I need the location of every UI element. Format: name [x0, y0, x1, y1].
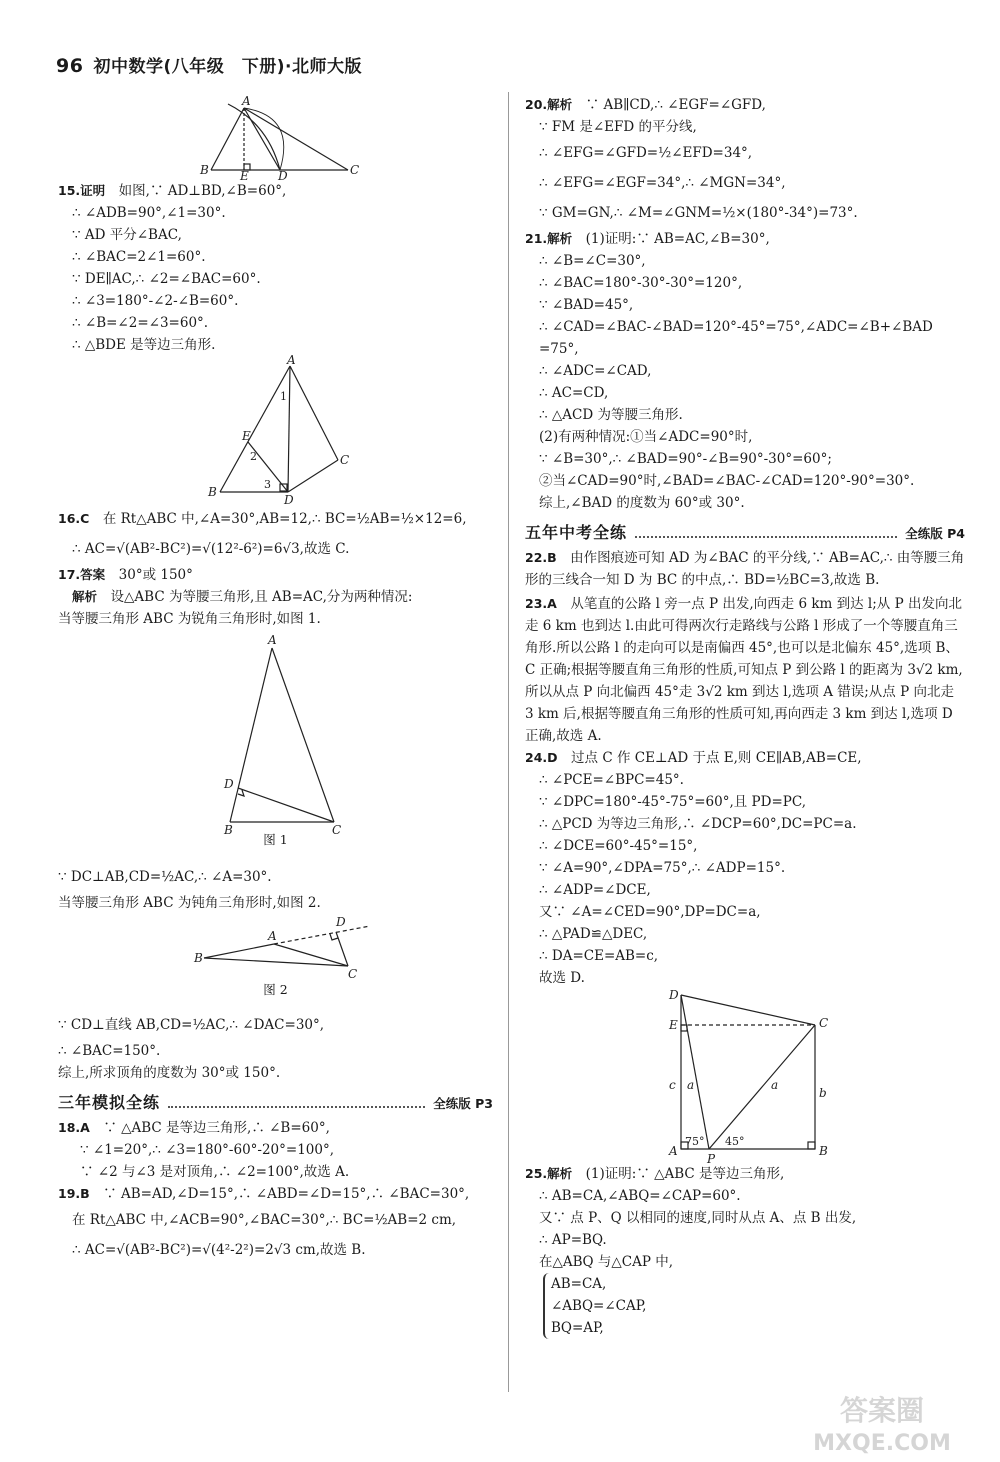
svg-text:A: A [242, 94, 251, 108]
q21-line: ②当∠CAD=90°时,∠BAD=∠BAC-∠CAD=120°-90°=30°. [539, 473, 915, 489]
q17-line: 当等腰三角形 ABC 为锐角三角形时,如图 1. [58, 611, 321, 627]
q16-line: ∴ AC=√(AB²-BC²)=√(12²-6²)=6√3,故选 C. [72, 541, 350, 557]
figure-2-caption: 图 2 [263, 982, 288, 997]
q23: 23.A 从笔直的公路 l 旁一点 P 出发,向西走 6 km 到达 l;从 P 出发向北走 6 km 也到达 l.由此可得两次行走路线与公路 l 形成了一个等腰直角三角形.所以公路 l 的走向可以是南偏西 45°,也可以是北偏东 45°,选项 B、C 正确;根据等腰直角三角形的性质,可知点 P 到公路 l 的距离为 3√2 km,所以从点 P 向北偏西 45°走 3√2 km 到达 l,选项 A 错误;从点 P 向北走 3 km 后,根据等腰直角三角形的性质可知,再向西走 3 km 到达 l,选项 D 正确,故选 A. [525, 596, 963, 744]
svg-text:A: A [268, 633, 277, 647]
q20-line: ∴ ∠EFG=∠EGF=34°,∴ ∠MGN=34°, [539, 175, 786, 191]
svg-text:a: a [771, 1078, 779, 1092]
svg-text:b: b [819, 1086, 827, 1100]
svg-text:答案圈: 答案圈 [839, 1394, 925, 1427]
watermark-logo [782, 1390, 982, 1456]
q21-line: ∴ △ACD 为等腰三角形. [539, 407, 683, 423]
q25-brace [543, 1273, 965, 1339]
svg-text:D: D [278, 169, 288, 183]
q21-line: =75°, [539, 341, 579, 357]
svg-text:P: P [707, 1152, 716, 1166]
figure-top-triangle [58, 94, 493, 183]
q19-line: ∴ AC=√(AB²-BC²)=√(4²-2²)=2√3 cm,故选 B. [72, 1242, 366, 1258]
figure-1 [58, 630, 493, 837]
figure-q24 [525, 988, 965, 1166]
left-column [58, 94, 493, 1265]
q24-line: ∵ ∠DPC=180°-45°-75°=60°,且 PD=PC, [539, 794, 807, 810]
q24-line: ∴ ∠ADP=∠DCE, [539, 882, 651, 898]
q24-line: ∴ △PCD 为等边三角形,∴ ∠DCP=60°,DC=PC=a. [539, 816, 857, 832]
svg-text:C: C [348, 967, 358, 981]
svg-text:A: A [669, 1144, 678, 1158]
section-three-year: 三年模拟全练 全练版 P3 [58, 1093, 493, 1112]
page-number: 96 [56, 55, 84, 77]
q25-line: 25.解析 (1)证明:∵ △ABC 是等边三角形, [525, 1166, 785, 1182]
q21-line: ∵ ∠BAD=45°, [539, 297, 634, 313]
svg-text:B: B [208, 485, 217, 499]
q15-line: ∴ △BDE 是等边三角形. [72, 337, 216, 353]
svg-text:1: 1 [280, 390, 287, 403]
figure-1-caption: 图 1 [263, 832, 288, 847]
q21-line: ∴ ∠BAC=180°-30°-30°=120°, [539, 275, 743, 291]
q24-line: 故选 D. [539, 970, 585, 986]
q19-line: 在 Rt△ABC 中,∠ACB=90°,∠BAC=30°,∴ BC=½AB=2 cm, [72, 1212, 457, 1228]
q24-line: ∴ ∠PCE=∠BPC=45°. [539, 772, 684, 788]
svg-text:a: a [687, 1078, 695, 1092]
svg-text:B: B [224, 823, 233, 837]
svg-text:C: C [332, 823, 342, 837]
q15-line: ∵ DE∥AC,∴ ∠2=∠BAC=60°. [72, 271, 261, 287]
svg-text:B: B [200, 163, 209, 177]
q20-line: ∴ ∠EFG=∠GFD=½∠EFD=34°, [539, 145, 753, 161]
brace-line: BQ=AP, [551, 1320, 604, 1336]
svg-text:C: C [819, 1016, 829, 1030]
svg-text:45°: 45° [725, 1135, 745, 1148]
section-five-year: 五年中考全练 全练版 P4 [525, 523, 965, 542]
svg-text:c: c [669, 1078, 676, 1092]
q17-line: 解析 设△ABC 为等腰三角形,且 AB=AC,分为两种情况: [72, 589, 413, 605]
q24-line: 又∵ ∠A=∠CED=90°,DP=DC=a, [539, 904, 761, 920]
q18-line: ∵ ∠1=20°,∴ ∠3=180°-60°-20°=100°, [80, 1142, 335, 1158]
svg-text:D: D [336, 915, 346, 929]
q25-line: ∴ AP=BQ. [539, 1232, 607, 1248]
q21-line: ∵ ∠B=30°,∴ ∠BAD=90°-∠B=90°-30°=60°; [539, 451, 832, 467]
figure-q15 [58, 353, 493, 507]
svg-text:E: E [242, 429, 251, 443]
page-header [56, 52, 362, 77]
svg-text:75°: 75° [685, 1135, 705, 1148]
q18-line: 18.A ∵ △ABC 是等边三角形,∴ ∠B=60°, [58, 1120, 330, 1136]
q20-line: ∵ GM=GN,∴ ∠M=∠GNM=½×(180°-34°)=73°. [539, 205, 858, 221]
q21-line: 21.解析 (1)证明:∵ AB=AC,∠B=30°, [525, 231, 770, 247]
svg-text:3: 3 [264, 478, 271, 491]
q17-line: 综上,所求顶角的度数为 30°或 150°. [58, 1065, 281, 1081]
q15-line: ∴ ∠3=180°-∠2-∠B=60°. [72, 293, 239, 309]
right-column [525, 94, 965, 1339]
q15-line: ∵ AD 平分∠BAC, [72, 227, 182, 243]
svg-text:E: E [240, 169, 249, 183]
svg-text:2: 2 [250, 450, 257, 463]
book-title: 初中数学(八年级 下册)·北师大版 [93, 57, 362, 77]
column-divider [508, 92, 509, 1392]
q24-line: ∴ △PAD≌△DEC, [539, 926, 648, 942]
svg-text:C: C [350, 163, 360, 177]
q25-line: 又∵ 点 P、Q 以相同的速度,同时从点 A、点 B 出发, [539, 1210, 857, 1226]
svg-text:MXQE.COM: MXQE.COM [813, 1431, 951, 1456]
q15-line: ∴ ∠ADB=90°,∠1=30°. [72, 205, 226, 221]
q21-line: (2)有两种情况:①当∠ADC=90°时, [539, 429, 753, 445]
q17-line: ∵ CD⊥直线 AB,CD=½AC,∴ ∠DAC=30°, [58, 1017, 325, 1033]
q21-line: ∴ ∠ADC=∠CAD, [539, 363, 652, 379]
brace-line: ∠ABQ=∠CAP, [551, 1298, 647, 1314]
svg-text:D: D [669, 988, 679, 1002]
svg-text:A: A [287, 353, 296, 367]
q15-line: 15.证明 如图,∵ AD⊥BD,∠B=60°, [58, 183, 287, 199]
svg-text:A: A [268, 929, 277, 943]
q15-line: ∴ ∠BAC=2∠1=60°. [72, 249, 206, 265]
q21-line: ∴ ∠CAD=∠BAC-∠BAD=120°-45°=75°,∠ADC=∠B+∠BAD [539, 319, 933, 335]
q18-line: ∵ ∠2 与∠3 是对顶角,∴ ∠2=100°,故选 A. [80, 1164, 350, 1180]
q21-line: ∴ ∠B=∠C=30°, [539, 253, 646, 269]
q25-line: 在△ABQ 与△CAP 中, [539, 1254, 674, 1270]
q25-line: ∴ AB=CA,∠ABQ=∠CAP=60°. [539, 1188, 741, 1204]
brace-line: AB=CA, [551, 1276, 607, 1292]
q20-line: ∵ FM 是∠EFD 的平分线, [539, 119, 697, 135]
q19-line: 19.B ∵ AB=AD,∠D=15°,∴ ∠ABD=∠D=15°,∴ ∠BAC=30°, [58, 1186, 470, 1202]
figure-2 [58, 914, 493, 980]
svg-text:D: D [224, 777, 234, 791]
q21-line: ∴ AC=CD, [539, 385, 609, 401]
q24-line: ∴ DA=CE=AB=c, [539, 948, 659, 964]
q17-line: 当等腰三角形 ABC 为钝角三角形时,如图 2. [58, 895, 321, 911]
q17-answer: 17.答案 30°或 150° [58, 567, 193, 583]
q15-line: ∴ ∠B=∠2=∠3=60°. [72, 315, 209, 331]
q22: 22.B 由作图痕迹可知 AD 为∠BAC 的平分线,∵ AB=AC,∴ 由等腰三角形的三线合一知 D 为 BC 的中点,∴ BD=½BC=3,故选 B. [525, 550, 965, 588]
svg-text:B: B [194, 951, 203, 965]
svg-text:B: B [819, 1144, 828, 1158]
q17-line: ∵ DC⊥AB,CD=½AC,∴ ∠A=30°. [58, 869, 272, 885]
svg-text:E: E [669, 1018, 678, 1032]
q20-line: 20.解析 ∵ AB∥CD,∴ ∠EGF=∠GFD, [525, 97, 766, 113]
svg-text:D: D [284, 493, 294, 507]
q24-line: ∴ ∠DCE=60°-45°=15°, [539, 838, 698, 854]
q16-line: 16.C 在 Rt△ABC 中,∠A=30°,AB=12,∴ BC=½AB=½×12=6, [58, 511, 467, 527]
q24-line: 24.D 过点 C 作 CE⊥AD 于点 E,则 CE∥AB,AB=CE, [525, 750, 862, 766]
q17-line: ∴ ∠BAC=150°. [58, 1043, 161, 1059]
q24-line: ∵ ∠A=90°,∠DPA=75°,∴ ∠ADP=15°. [539, 860, 786, 876]
q21-line: 综上,∠BAD 的度数为 60°或 30°. [539, 495, 745, 511]
svg-text:C: C [340, 453, 350, 467]
